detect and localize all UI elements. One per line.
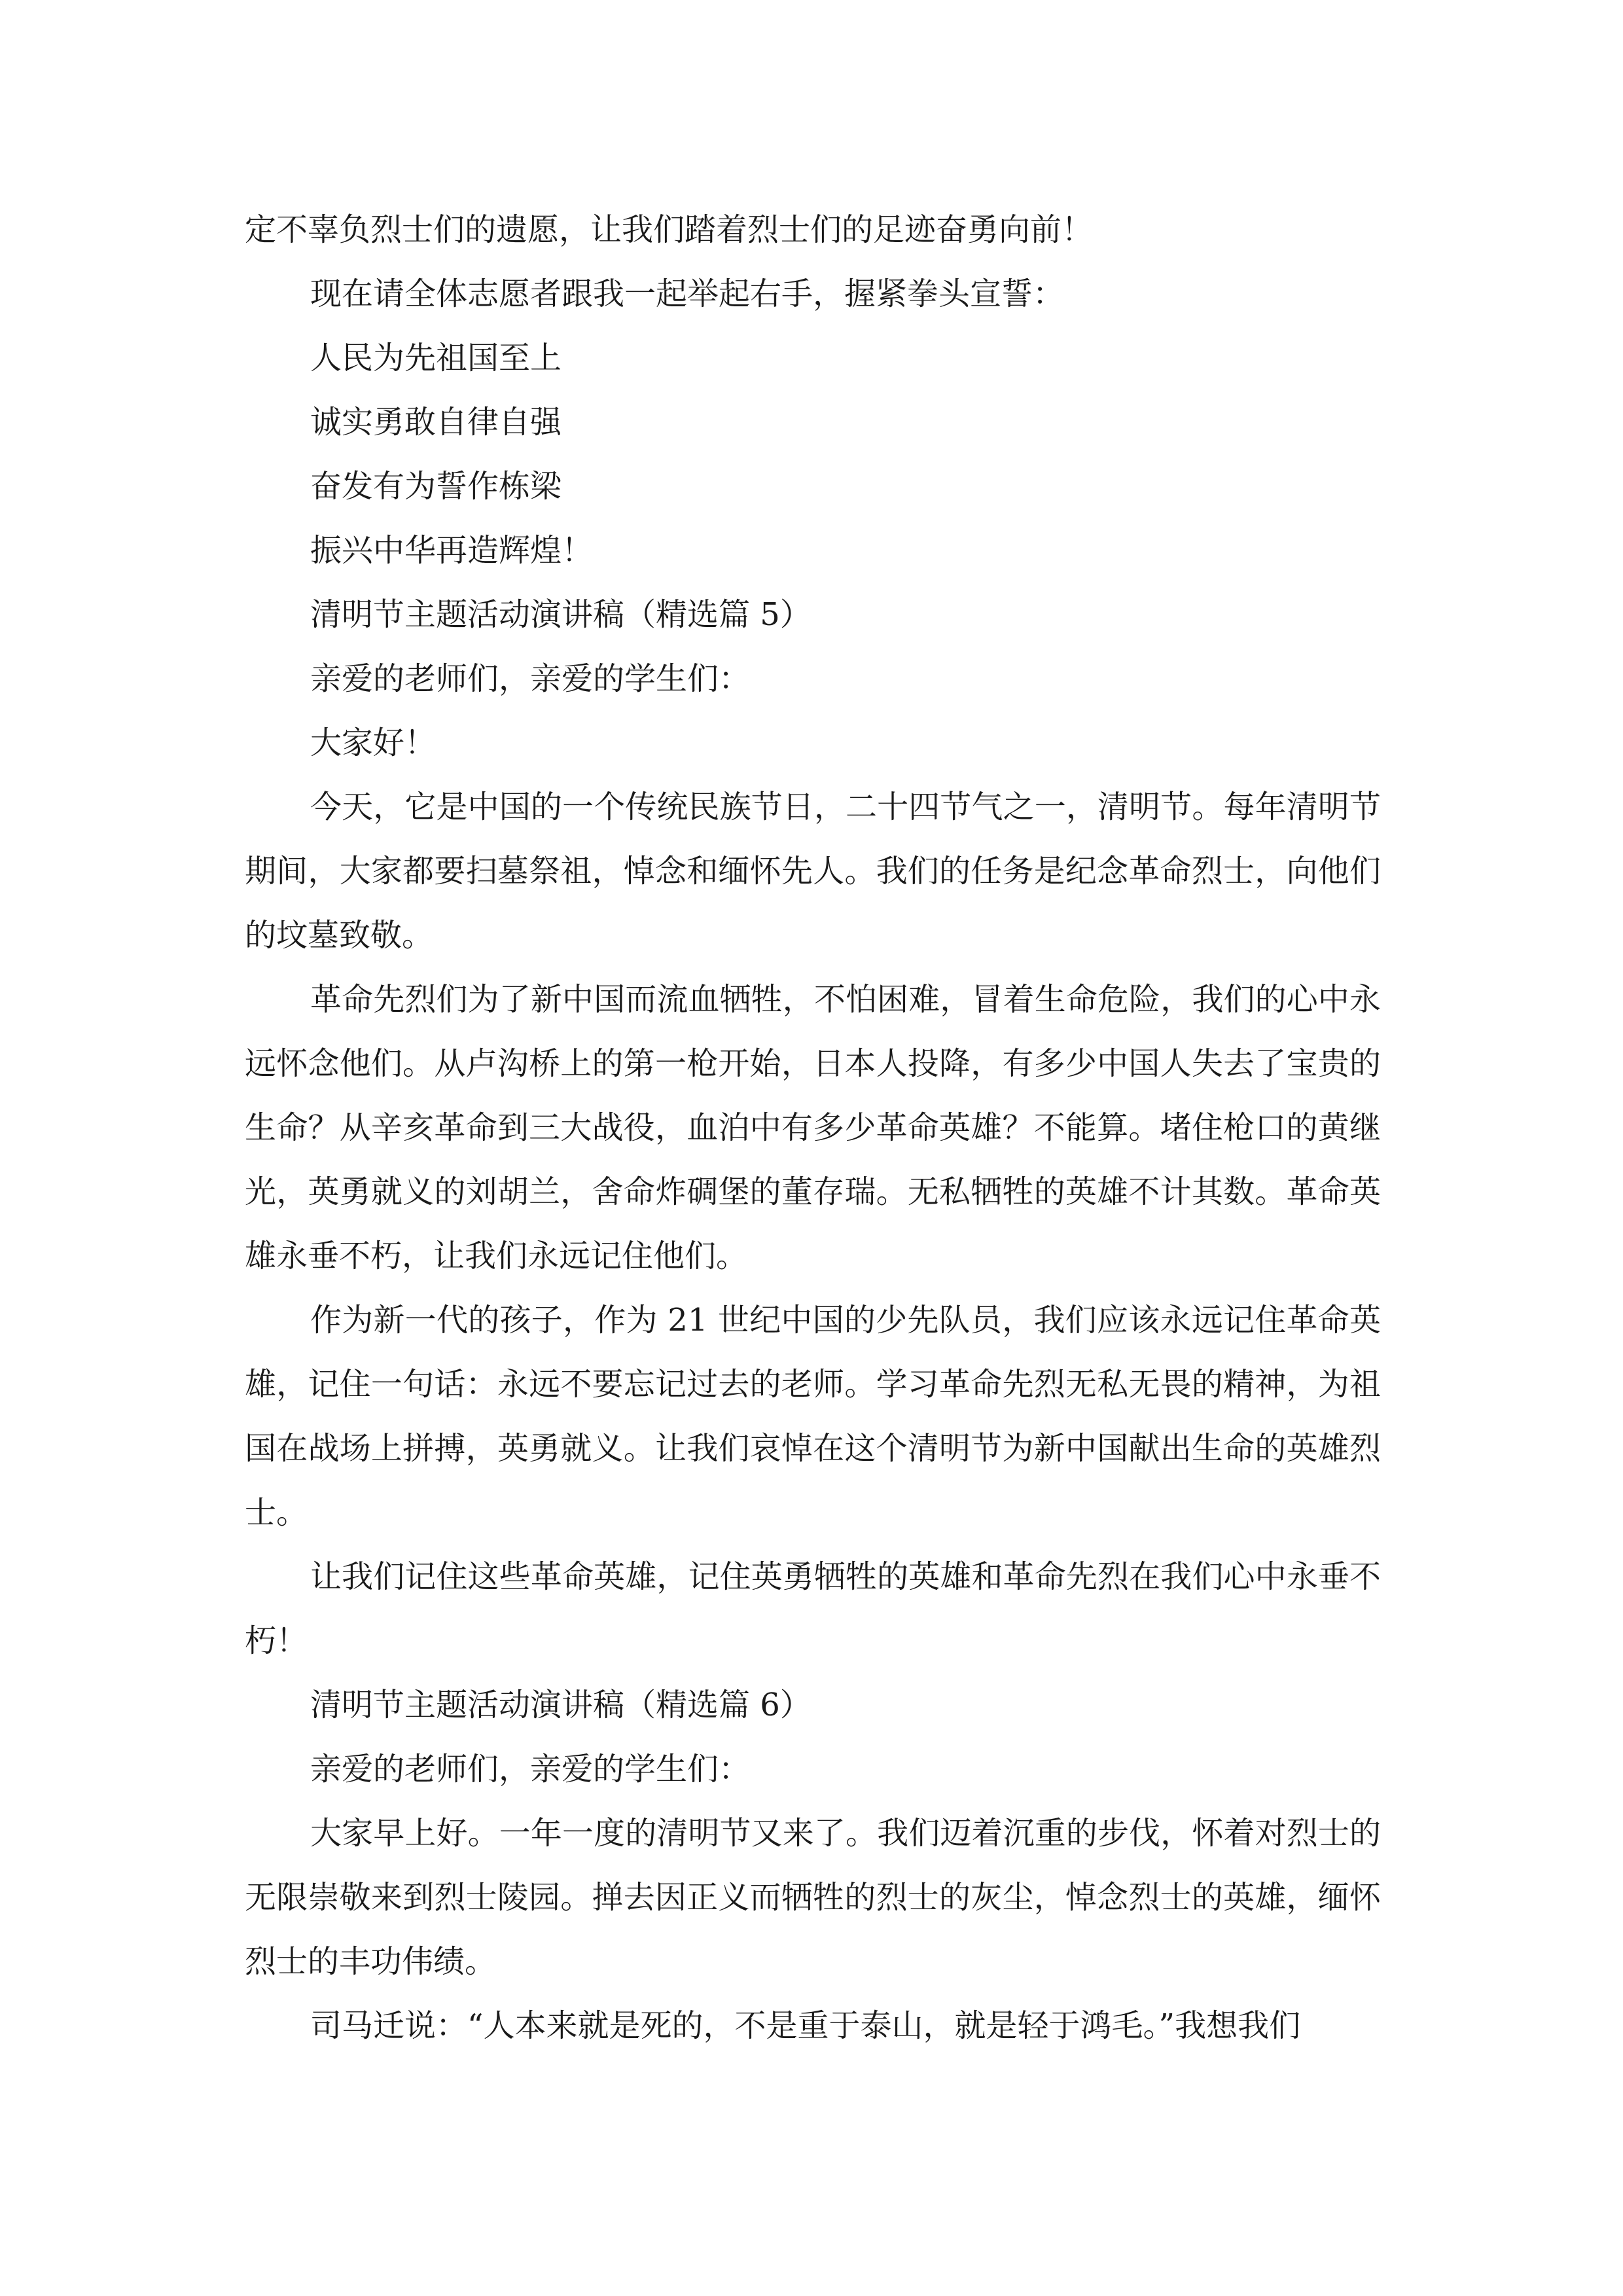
oath-line: 振兴中华再造辉煌！: [310, 532, 594, 569]
paragraph: 司马迁说：“人本来就是死的，不是重于泰山，就是轻于鸿毛。”我想我们: [310, 2007, 1301, 2044]
salutation: 亲爱的老师们，亲爱的学生们：: [310, 660, 751, 697]
salutation: 亲爱的老师们，亲爱的学生们：: [310, 1751, 751, 1787]
oath-line: 人民为先祖国至上: [310, 340, 562, 376]
paragraph: 现在请全体志愿者跟我一起举起右手，握紧拳头宣誓：: [310, 276, 1065, 312]
section-heading: 清明节主题活动演讲稿（精选篇 6）: [310, 1687, 812, 1723]
paragraph: 大家早上好。一年一度的清明节又来了。我们迈着沉重的步伐，怀着对烈士的无限崇敬来到烈士陵园。掸去因正义而牺牲的烈士的灰尘，悼念烈士的英雄，缅怀烈士的丰功伟绩。: [245, 1815, 1381, 1980]
paragraph: 定不辜负烈士们的遗愿，让我们踏着烈士们的足迹奋勇向前！: [245, 211, 1094, 248]
paragraph: 让我们记住这些革命英雄，记住英勇牺牲的英雄和革命先烈在我们心中永垂不朽！: [245, 1558, 1381, 1659]
oath-line: 诚实勇敢自律自强: [310, 404, 562, 440]
document-body: [245, 198, 1381, 2058]
paragraph: 革命先烈们为了新中国而流血牺牲，不怕困难，冒着生命危险，我们的心中永远怀念他们。从卢沟桥上的第一枪开始，日本人投降，有多少中国人失去了宝贵的生命？从辛亥革命到三大战役，血泊中有多少革命英雄？不能算。堵住枪口的黄继光，英勇就义的刘胡兰，舍命炸碉堡的董存瑞。无私牺牲的英雄不计其数。革命英雄永垂不朽，让我们永远记住他们。: [245, 981, 1381, 1274]
section-heading: 清明节主题活动演讲稿（精选篇 5）: [310, 596, 812, 633]
paragraph: 作为新一代的孩子，作为 21 世纪中国的少先队员，我们应该永远记住革命英雄，记住一句话：永远不要忘记过去的老师。学习革命先烈无私无畏的精神，为祖国在战场上拼搏，英勇就义。让我们哀悼在这个清明节为新中国献出生命的英雄烈士。: [245, 1302, 1381, 1531]
oath-line: 奋发有为誓作栋梁: [310, 468, 562, 505]
greeting: 大家好！: [310, 725, 437, 761]
paragraph: 今天，它是中国的一个传统民族节日，二十四节气之一，清明节。每年清明节期间，大家都要扫墓祭祖，悼念和缅怀先人。我们的任务是纪念革命烈士，向他们的坟墓致敬。: [245, 789, 1381, 954]
